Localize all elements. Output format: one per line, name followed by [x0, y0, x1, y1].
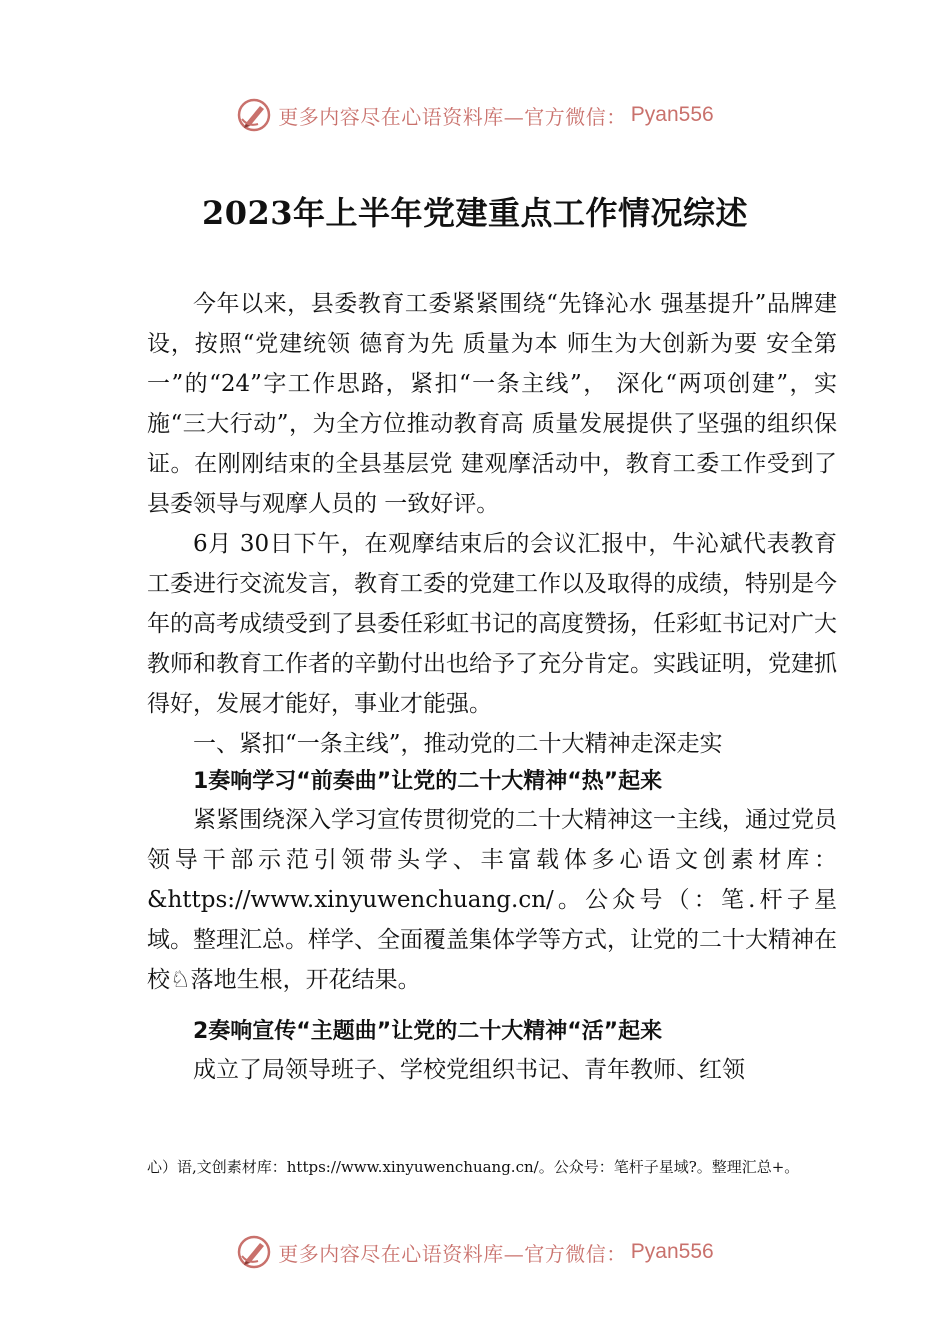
paragraph-promotion: 成立了局领导班子、学校党组织书记、青年教师、红领	[193, 1057, 745, 1083]
wechat-id: Pyan556	[630, 1240, 714, 1263]
banner-text: 更多内容尽在心语资料库—官方微信：	[278, 104, 627, 129]
header-banner	[0, 95, 950, 135]
subsection-heading-1: 1奏响学习“前奏曲”让党的二十大精神“热”起来	[193, 769, 663, 794]
section-heading-1: 一、紧扣“一条主线”，推动党的二十大精神走深走实	[193, 731, 723, 757]
footer-banner	[0, 1232, 950, 1272]
paragraph-study: 紧紧围绕深入学习宣传贯彻党的二十大精神这一主线，通过党员领导干部示范引领带头学、丰富载体多心语文创素材库：&https://www.xinyuwenchuang.cn/。公众号（：笔.杆子星域。整理汇总。样学、全面覆盖集体学等方式，让党的二十大精神在校♘落地生根，开花结果。	[147, 807, 837, 993]
paragraph-intro: 今年以来，县委教育工委紧紧围绕“先锋沁水 强基提升”品牌建设，按照“党建统领 德育为先 质量为本 师生为大创新为要 安全第一”的“24”字工作思路，紧扣“一条主线”， 深化“两项创建”，实施“三大行动”，为全方位推动教育高 质量发展提供了坚强的组织保证。在刚刚结束的全县基层党 建观摩活动中，教育工委工作受到了县委领导与观摩人员的 一致好评。	[147, 291, 837, 517]
document-body	[147, 284, 837, 1090]
paragraph-meeting: 6月 30日下午，在观摩结束后的会议汇报中，牛沁斌代表教育工委进行交流发言，教育工委的党建工作以及取得的成绩，特别是今年的高考成绩受到了县委任彩虹书记的高度赞扬，任彩虹书记对广大教师和教育工作者的辛勤付出也给予了充分肯定。实践证明，党建抓得好，发展才能好，事业才能强。	[147, 531, 837, 717]
wechat-id: Pyan556	[630, 103, 714, 126]
footnote: 心）语,文创素材库：https://www.xinyuwenchuang.cn/。公众号：笔杆子星域?。整理汇总+。	[147, 1158, 800, 1176]
subsection-heading-2: 2奏响宣传“主题曲”让党的二十大精神“活”起来	[193, 1019, 663, 1044]
banner-text: 更多内容尽在心语资料库—官方微信：	[278, 1241, 627, 1266]
document-title: 2023年上半年党建重点工作情况综述	[201, 194, 749, 232]
pen-logo-icon	[236, 97, 272, 133]
pen-logo-icon	[236, 1234, 272, 1270]
